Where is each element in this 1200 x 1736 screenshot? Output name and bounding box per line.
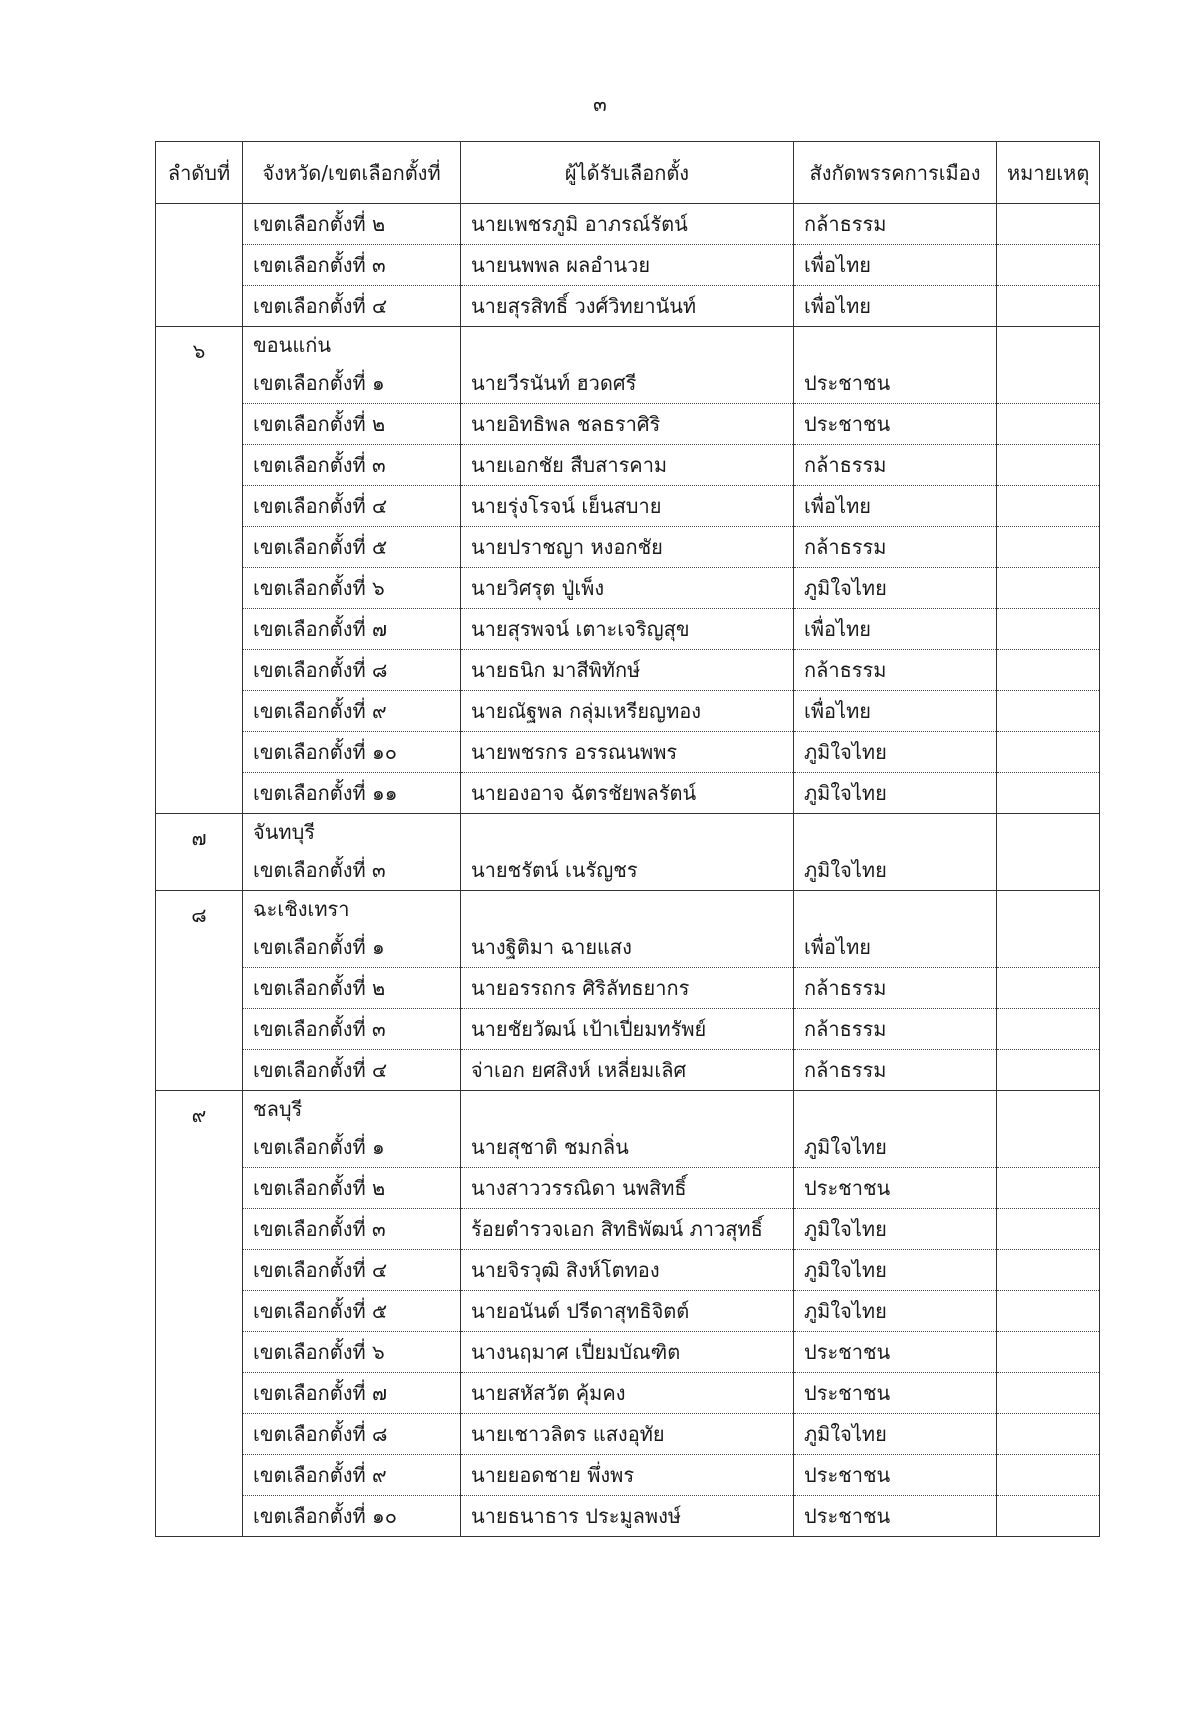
party-cell: เพื่อไทย [794, 486, 997, 527]
note-cell [997, 327, 1100, 364]
elected-name-cell: นายวิศรุต ปู่เพ็ง [461, 568, 794, 609]
province-row [156, 814, 1100, 851]
note-cell [997, 204, 1100, 245]
district-cell: เขตเลือกตั้งที่ ๕ [243, 1291, 461, 1332]
party-cell: ประชาชน [794, 1168, 997, 1209]
elected-name-cell: นายณัฐพล กลุ่มเหรียญทอง [461, 691, 794, 732]
empty-cell [461, 814, 794, 851]
page-number: ๓ [593, 92, 607, 116]
note-cell [997, 568, 1100, 609]
district-cell: เขตเลือกตั้งที่ ๓ [243, 1009, 461, 1050]
table-row [156, 1414, 1100, 1455]
elected-name-cell: นายอนันต์ ปรีดาสุทธิจิตต์ [461, 1291, 794, 1332]
district-cell: เขตเลือกตั้งที่ ๖ [243, 1332, 461, 1373]
empty-cell [461, 891, 794, 928]
district-cell: เขตเลือกตั้งที่ ๗ [243, 609, 461, 650]
province-name: ฉะเชิงเทรา [243, 891, 461, 928]
election-results-table [155, 141, 1100, 1537]
header-party: สังกัดพรรคการเมือง [794, 142, 997, 204]
party-cell: กล้าธรรม [794, 445, 997, 486]
note-cell [997, 445, 1100, 486]
note-cell [997, 850, 1100, 891]
district-cell: เขตเลือกตั้งที่ ๓ [243, 1209, 461, 1250]
note-cell [997, 1091, 1100, 1128]
party-cell: กล้าธรรม [794, 968, 997, 1009]
elected-name-cell: นายรุ่งโรจน์ เย็นสบาย [461, 486, 794, 527]
table-row [156, 527, 1100, 568]
elected-name-cell: นายอิทธิพล ชลธราศิริ [461, 404, 794, 445]
district-cell: เขตเลือกตั้งที่ ๖ [243, 568, 461, 609]
elected-name-cell: นายนพพล ผลอำนวย [461, 245, 794, 286]
note-cell [997, 527, 1100, 568]
note-cell [997, 1496, 1100, 1537]
elected-name-cell: นายพชรกร อรรณนพพร [461, 732, 794, 773]
elected-name-cell: นายจิรวุฒิ สิงห์โตทอง [461, 1250, 794, 1291]
table-row [156, 1009, 1100, 1050]
table-row [156, 286, 1100, 327]
note-cell [997, 1168, 1100, 1209]
table-body [156, 204, 1100, 1537]
note-cell [997, 363, 1100, 404]
note-cell [997, 691, 1100, 732]
empty-cell [794, 891, 997, 928]
table-row [156, 1250, 1100, 1291]
district-cell: เขตเลือกตั้งที่ ๒ [243, 968, 461, 1009]
table-row [156, 1168, 1100, 1209]
district-cell: เขตเลือกตั้งที่ ๑๑ [243, 773, 461, 814]
table-row [156, 445, 1100, 486]
note-cell [997, 1209, 1100, 1250]
party-cell: ภูมิใจไทย [794, 1250, 997, 1291]
table-row [156, 609, 1100, 650]
group-seq-cell: ๙ [156, 1091, 243, 1537]
note-cell [997, 732, 1100, 773]
table-row [156, 1127, 1100, 1168]
note-cell [997, 650, 1100, 691]
district-cell: เขตเลือกตั้งที่ ๓ [243, 445, 461, 486]
elected-name-cell: นางฐิติมา ฉายแสง [461, 927, 794, 968]
header-seq: ลำดับที่ [156, 142, 243, 204]
elected-name-cell: นายธนิก มาสีพิทักษ์ [461, 650, 794, 691]
elected-name-cell: นายเพชรภูมิ อาภรณ์รัตน์ [461, 204, 794, 245]
note-cell [997, 968, 1100, 1009]
district-cell: เขตเลือกตั้งที่ ๕ [243, 527, 461, 568]
header-elected: ผู้ได้รับเลือกตั้ง [461, 142, 794, 204]
party-cell: กล้าธรรม [794, 204, 997, 245]
note-cell [997, 286, 1100, 327]
district-cell: เขตเลือกตั้งที่ ๒ [243, 404, 461, 445]
table-row [156, 1455, 1100, 1496]
party-cell: ภูมิใจไทย [794, 850, 997, 891]
elected-name-cell: นายสหัสวัต คุ้มคง [461, 1373, 794, 1414]
party-cell: ภูมิใจไทย [794, 1209, 997, 1250]
elected-name-cell: ร้อยตำรวจเอก สิทธิพัฒน์ ภาวสุทธิ์ [461, 1209, 794, 1250]
elected-name-cell: นายสุรสิทธิ์ วงศ์วิทยานันท์ [461, 286, 794, 327]
table-row [156, 968, 1100, 1009]
table-header-row [156, 142, 1100, 204]
elected-name-cell: นายเอกชัย สืบสารคาม [461, 445, 794, 486]
party-cell: เพื่อไทย [794, 691, 997, 732]
table-row [156, 1050, 1100, 1091]
party-cell: ประชาชน [794, 1373, 997, 1414]
table-row [156, 773, 1100, 814]
party-cell: ประชาชน [794, 1496, 997, 1537]
table-row [156, 732, 1100, 773]
province-name: ชลบุรี [243, 1091, 461, 1128]
note-cell [997, 1291, 1100, 1332]
district-cell: เขตเลือกตั้งที่ ๑ [243, 1127, 461, 1168]
note-cell [997, 245, 1100, 286]
note-cell [997, 773, 1100, 814]
district-cell: เขตเลือกตั้งที่ ๒ [243, 1168, 461, 1209]
party-cell: กล้าธรรม [794, 1050, 997, 1091]
table-row [156, 486, 1100, 527]
district-cell: เขตเลือกตั้งที่ ๗ [243, 1373, 461, 1414]
party-cell: เพื่อไทย [794, 927, 997, 968]
group-seq-cell: ๖ [156, 327, 243, 814]
table-row [156, 850, 1100, 891]
district-cell: เขตเลือกตั้งที่ ๓ [243, 245, 461, 286]
table-row [156, 927, 1100, 968]
note-cell [997, 814, 1100, 851]
district-cell: เขตเลือกตั้งที่ ๘ [243, 1414, 461, 1455]
party-cell: กล้าธรรม [794, 1009, 997, 1050]
table-row [156, 404, 1100, 445]
elected-name-cell: นายยอดชาย พึ่งพร [461, 1455, 794, 1496]
note-cell [997, 486, 1100, 527]
note-cell [997, 1050, 1100, 1091]
district-cell: เขตเลือกตั้งที่ ๓ [243, 850, 461, 891]
district-cell: เขตเลือกตั้งที่ ๑ [243, 927, 461, 968]
empty-cell [794, 1091, 997, 1128]
empty-cell [794, 327, 997, 364]
party-cell: ภูมิใจไทย [794, 1414, 997, 1455]
empty-cell [461, 1091, 794, 1128]
elected-name-cell: นายชรัตน์ เนรัญชร [461, 850, 794, 891]
elected-name-cell: นายองอาจ ฉัตรชัยพลรัตน์ [461, 773, 794, 814]
table-row [156, 1496, 1100, 1537]
note-cell [997, 891, 1100, 928]
province-row [156, 327, 1100, 364]
table-row [156, 245, 1100, 286]
party-cell: เพื่อไทย [794, 609, 997, 650]
province-row [156, 1091, 1100, 1128]
table-row [156, 650, 1100, 691]
party-cell: เพื่อไทย [794, 245, 997, 286]
table-row [156, 1291, 1100, 1332]
district-cell: เขตเลือกตั้งที่ ๔ [243, 1050, 461, 1091]
table-row [156, 691, 1100, 732]
province-row [156, 891, 1100, 928]
elected-name-cell: นายธนาธาร ประมูลพงษ์ [461, 1496, 794, 1537]
elected-name-cell: จ่าเอก ยศสิงห์ เหลี่ยมเลิศ [461, 1050, 794, 1091]
empty-cell [461, 327, 794, 364]
note-cell [997, 927, 1100, 968]
note-cell [997, 404, 1100, 445]
table-row [156, 1332, 1100, 1373]
group-seq-cell [156, 204, 243, 327]
elected-name-cell: นายสุรพจน์ เตาะเจริญสุข [461, 609, 794, 650]
province-name: ขอนแก่น [243, 327, 461, 364]
party-cell: ประชาชน [794, 1332, 997, 1373]
elected-name-cell: นายวีรนันท์ ฮวดศรี [461, 363, 794, 404]
note-cell [997, 1332, 1100, 1373]
party-cell: เพื่อไทย [794, 286, 997, 327]
elected-name-cell: นายชัยวัฒน์ เป้าเปี่ยมทรัพย์ [461, 1009, 794, 1050]
table-row [156, 1373, 1100, 1414]
empty-cell [794, 814, 997, 851]
table-row [156, 204, 1100, 245]
district-cell: เขตเลือกตั้งที่ ๑ [243, 363, 461, 404]
table-row [156, 568, 1100, 609]
party-cell: กล้าธรรม [794, 650, 997, 691]
note-cell [997, 1127, 1100, 1168]
district-cell: เขตเลือกตั้งที่ ๘ [243, 650, 461, 691]
district-cell: เขตเลือกตั้งที่ ๙ [243, 1455, 461, 1496]
party-cell: ภูมิใจไทย [794, 568, 997, 609]
table-row [156, 1209, 1100, 1250]
elected-name-cell: นายปราชญา หงอกชัย [461, 527, 794, 568]
district-cell: เขตเลือกตั้งที่ ๔ [243, 286, 461, 327]
party-cell: ภูมิใจไทย [794, 773, 997, 814]
elected-name-cell: นางนฤมาศ เปี่ยมบัณฑิต [461, 1332, 794, 1373]
party-cell: ภูมิใจไทย [794, 1291, 997, 1332]
note-cell [997, 1009, 1100, 1050]
note-cell [997, 1455, 1100, 1496]
district-cell: เขตเลือกตั้งที่ ๒ [243, 204, 461, 245]
party-cell: ประชาชน [794, 363, 997, 404]
district-cell: เขตเลือกตั้งที่ ๑๐ [243, 732, 461, 773]
note-cell [997, 1373, 1100, 1414]
party-cell: ภูมิใจไทย [794, 1127, 997, 1168]
party-cell: ประชาชน [794, 1455, 997, 1496]
note-cell [997, 1250, 1100, 1291]
elected-name-cell: นายสุชาติ ชมกลิ่น [461, 1127, 794, 1168]
note-cell [997, 1414, 1100, 1455]
note-cell [997, 609, 1100, 650]
group-seq-cell: ๘ [156, 891, 243, 1091]
group-seq-cell: ๗ [156, 814, 243, 891]
district-cell: เขตเลือกตั้งที่ ๔ [243, 486, 461, 527]
province-name: จันทบุรี [243, 814, 461, 851]
elected-name-cell: นายเชาวลิตร แสงอุทัย [461, 1414, 794, 1455]
table-row [156, 363, 1100, 404]
district-cell: เขตเลือกตั้งที่ ๔ [243, 1250, 461, 1291]
elected-name-cell: นางสาววรรณิดา นพสิทธิ์ [461, 1168, 794, 1209]
party-cell: กล้าธรรม [794, 527, 997, 568]
header-district: จังหวัด/เขตเลือกตั้งที่ [243, 142, 461, 204]
district-cell: เขตเลือกตั้งที่ ๑๐ [243, 1496, 461, 1537]
district-cell: เขตเลือกตั้งที่ ๙ [243, 691, 461, 732]
party-cell: ประชาชน [794, 404, 997, 445]
party-cell: ภูมิใจไทย [794, 732, 997, 773]
elected-name-cell: นายอรรถกร ศิริลัทธยากร [461, 968, 794, 1009]
header-note: หมายเหตุ [997, 142, 1100, 204]
